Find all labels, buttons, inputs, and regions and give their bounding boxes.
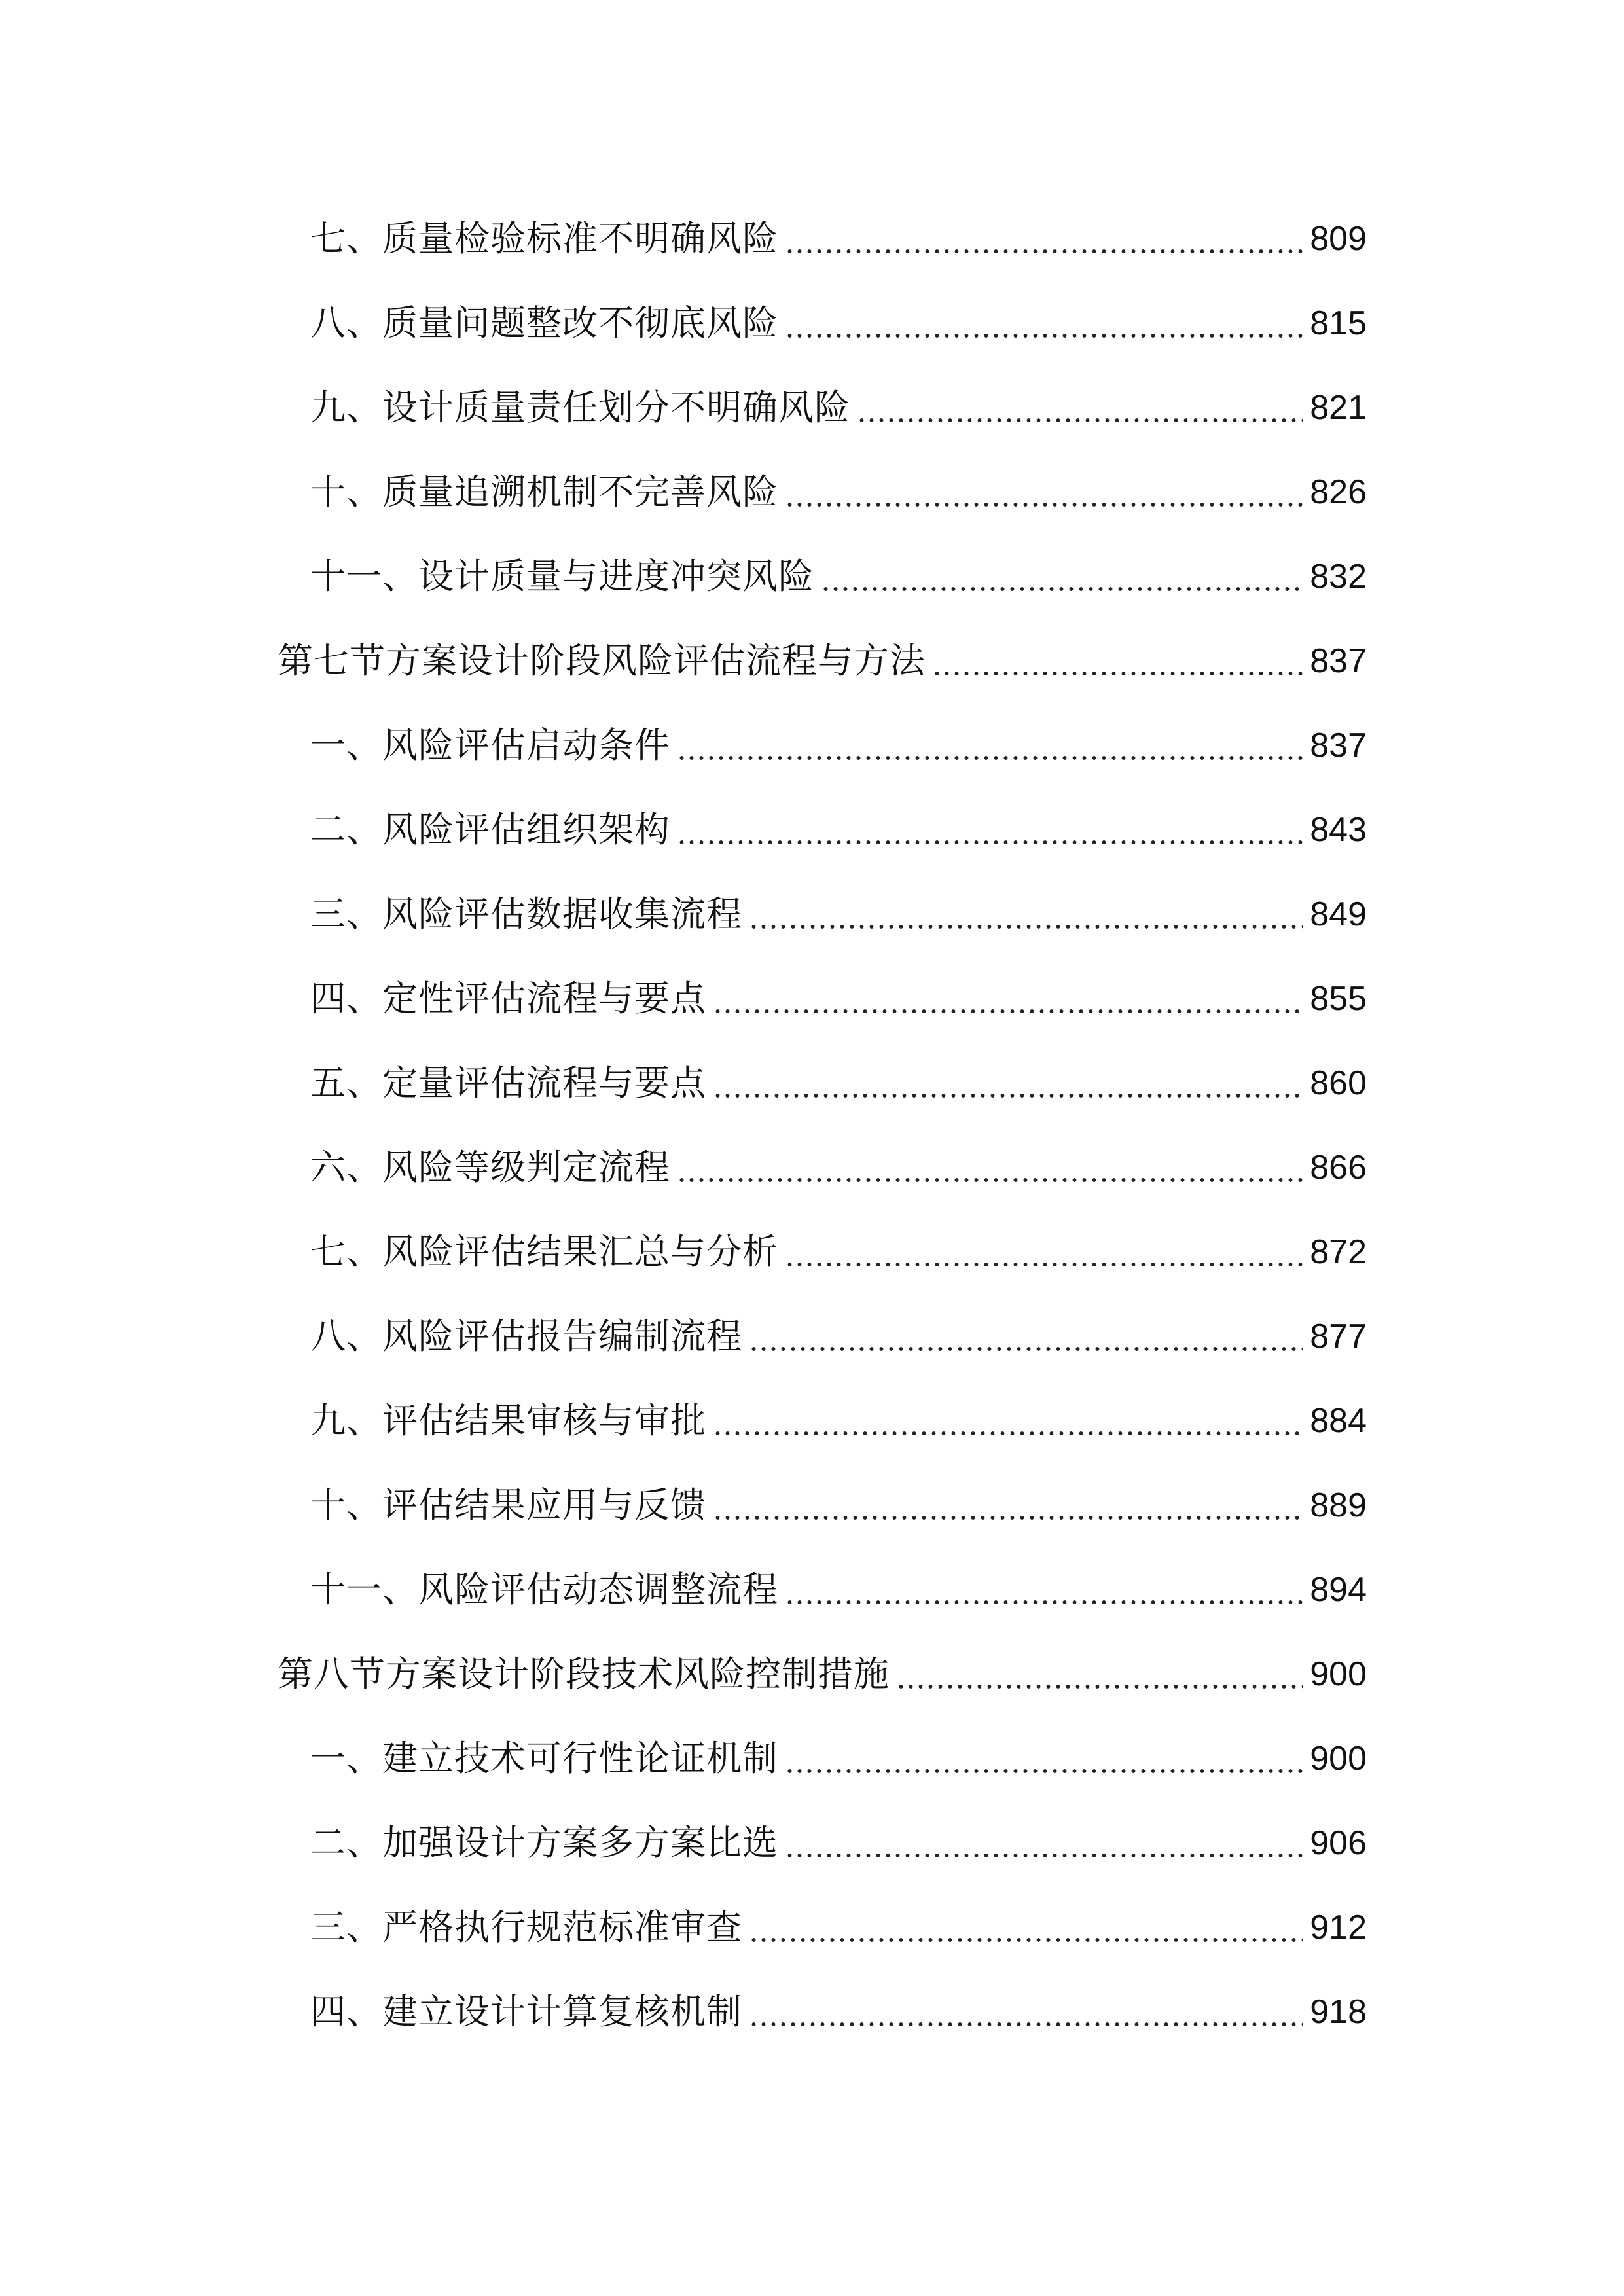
dot-leader (857, 417, 1303, 423)
toc-entry-title: 三、风险评估数据收集流程 (310, 893, 742, 935)
dot-leader (785, 1599, 1303, 1605)
dot-leader (821, 586, 1303, 592)
toc-entry[interactable] (310, 1225, 1367, 1280)
toc-entry-page: 843 (1310, 811, 1367, 849)
toc-entry[interactable] (310, 1478, 1367, 1533)
toc-entry-page: 837 (1310, 726, 1367, 764)
toc-entry-title: 十一、风险评估动态调整流程 (310, 1569, 778, 1610)
toc-entry-title: 九、设计质量责任划分不明确风险 (310, 387, 850, 428)
toc-entry-page: 894 (1310, 1571, 1367, 1609)
dot-leader (749, 2021, 1303, 2028)
toc-entry-title: 十、质量追溯机制不完善风险 (310, 471, 778, 512)
toc-entry-title: 一、风险评估启动条件 (310, 725, 670, 766)
dot-leader (785, 501, 1303, 508)
toc-entry-title: 七、风险评估结果汇总与分析 (310, 1231, 778, 1272)
toc-entry-title: 六、风险等级判定流程 (310, 1147, 670, 1188)
toc-entry-title: 第八节方案设计阶段技术风险控制措施 (278, 1653, 890, 1695)
toc-entry-page: 866 (1310, 1149, 1367, 1187)
dot-leader (713, 1430, 1303, 1437)
dot-leader (677, 755, 1303, 761)
toc-entry-page: 832 (1310, 558, 1367, 596)
toc-entry[interactable] (310, 380, 1367, 435)
toc-entry[interactable] (310, 296, 1367, 351)
toc-entry-page: 918 (1310, 1993, 1367, 2031)
toc-entry[interactable] (310, 802, 1367, 857)
dot-leader (785, 1852, 1303, 1859)
toc-entry[interactable] (310, 1309, 1367, 1364)
toc-entry-page: 872 (1310, 1233, 1367, 1271)
toc-entry-page: 906 (1310, 1824, 1367, 1862)
toc-entry-title: 二、风险评估组织架构 (310, 809, 670, 850)
toc-entry-page: 815 (1310, 304, 1367, 342)
toc-entry-title: 七、质量检验标准不明确风险 (310, 218, 778, 259)
toc-entry[interactable] (310, 1140, 1367, 1195)
toc-entry-title: 三、严格执行规范标准审查 (310, 1907, 742, 1948)
toc-entry[interactable] (310, 465, 1367, 520)
toc-entry-title: 第七节方案设计阶段风险评估流程与方法 (278, 640, 926, 681)
dot-leader (677, 1177, 1303, 1183)
toc-entry-page: 826 (1310, 473, 1367, 511)
toc-entry[interactable] (310, 1816, 1367, 1871)
toc-entry-page: 837 (1310, 642, 1367, 680)
toc-entry-title: 八、质量问题整改不彻底风险 (310, 302, 778, 344)
toc-entry-page: 900 (1310, 1740, 1367, 1778)
dot-leader (896, 1683, 1303, 1690)
toc-entry-title: 五、定量评估流程与要点 (310, 1062, 706, 1103)
toc-entry-title: 二、加强设计方案多方案比选 (310, 1822, 778, 1863)
dot-leader (749, 1346, 1303, 1352)
dot-leader (785, 248, 1303, 255)
toc-entry[interactable] (310, 211, 1367, 266)
toc-entry-title: 十、评估结果应用与反馈 (310, 1484, 706, 1526)
toc-entry-title: 四、定性评估流程与要点 (310, 978, 706, 1019)
dot-leader (785, 332, 1303, 339)
toc-entry-page: 821 (1310, 389, 1367, 427)
toc-entry[interactable] (310, 1900, 1367, 1955)
toc-entry[interactable] (310, 971, 1367, 1026)
toc-section-entry[interactable] (278, 634, 1367, 689)
dot-leader (713, 1092, 1303, 1099)
toc-entry[interactable] (310, 1731, 1367, 1786)
dot-leader (785, 1261, 1303, 1268)
dot-leader (932, 670, 1303, 677)
dot-leader (749, 924, 1303, 930)
toc-entry-title: 十一、设计质量与进度冲突风险 (310, 556, 814, 597)
dot-leader (749, 1937, 1303, 1943)
dot-leader (677, 839, 1303, 846)
toc-entry[interactable] (310, 887, 1367, 942)
toc-entry-title: 九、评估结果审核与审批 (310, 1400, 706, 1441)
toc-entry-title: 八、风险评估报告编制流程 (310, 1316, 742, 1357)
toc-entry-page: 877 (1310, 1318, 1367, 1355)
toc-entry-title: 一、建立技术可行性论证机制 (310, 1738, 778, 1779)
toc-entry[interactable] (310, 1056, 1367, 1111)
toc-entry-page: 912 (1310, 1909, 1367, 1946)
dot-leader (713, 1515, 1303, 1521)
toc-entry-page: 860 (1310, 1064, 1367, 1102)
toc-entry[interactable] (310, 549, 1367, 604)
toc-entry[interactable] (310, 1562, 1367, 1617)
toc-entry[interactable] (310, 1984, 1367, 2039)
toc-entry-page: 849 (1310, 895, 1367, 933)
toc-entry[interactable] (310, 718, 1367, 773)
toc-entry-page: 809 (1310, 220, 1367, 258)
toc-entry-page: 855 (1310, 980, 1367, 1018)
toc-entry-page: 884 (1310, 1402, 1367, 1440)
toc-entry-title: 四、建立设计计算复核机制 (310, 1991, 742, 2032)
dot-leader (785, 1768, 1303, 1774)
toc-entry-page: 889 (1310, 1486, 1367, 1524)
toc-section-entry[interactable] (278, 1647, 1367, 1702)
toc-entry-page: 900 (1310, 1655, 1367, 1693)
dot-leader (713, 1008, 1303, 1014)
toc-entry[interactable] (310, 1393, 1367, 1448)
